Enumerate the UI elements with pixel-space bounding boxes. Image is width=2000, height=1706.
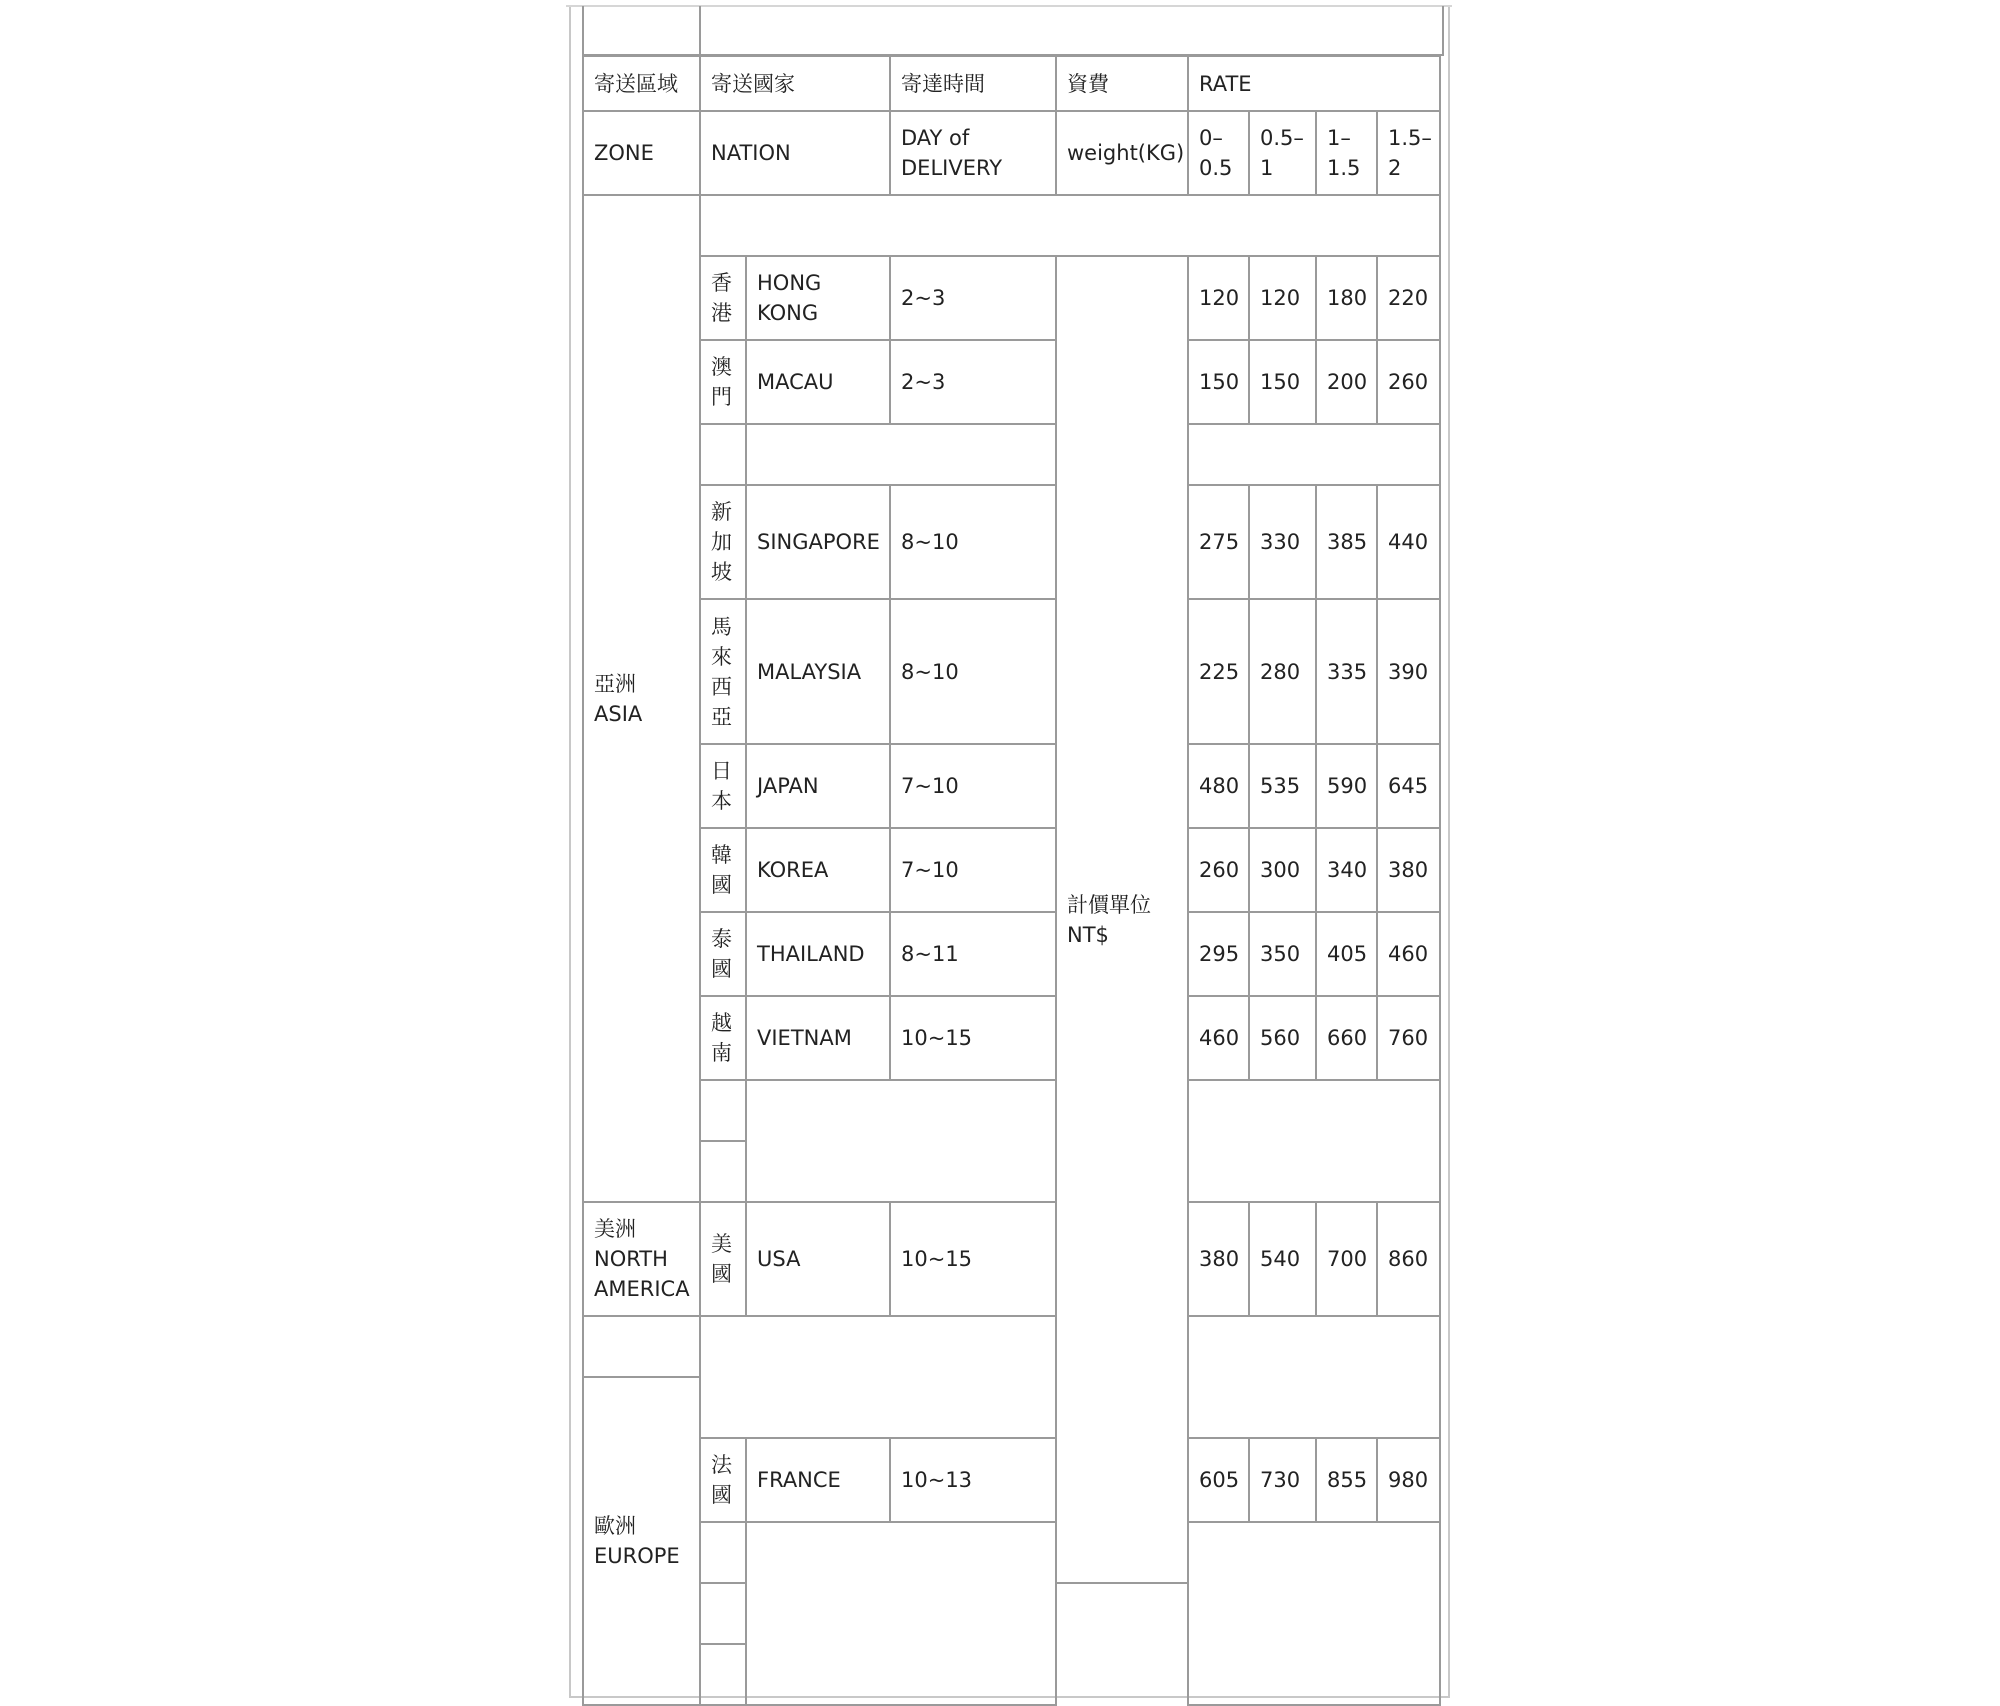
rate-cell: 275 [1188, 485, 1249, 599]
rate-cell: 300 [1249, 828, 1316, 912]
delivery-days: 8~11 [890, 912, 1056, 996]
table-row [583, 828, 1440, 912]
empty-cell [700, 1644, 746, 1705]
country-en: JAPAN [746, 744, 890, 828]
country-en: MACAU [746, 340, 890, 424]
empty-cell [700, 1316, 1056, 1438]
empty-cell [700, 1141, 746, 1202]
header-bracket: 0.5– 1 [1249, 111, 1316, 195]
country-cn: 韓 國 [700, 828, 746, 912]
empty-cell [700, 195, 1440, 256]
header-row-cn [583, 56, 1440, 111]
empty-cell [746, 1522, 1056, 1705]
rate-cell: 380 [1188, 1202, 1249, 1316]
country-cn: 澳 門 [700, 340, 746, 424]
top-empty-cell [700, 6, 1443, 55]
rate-cell: 440 [1377, 485, 1440, 599]
rate-cell: 460 [1188, 996, 1249, 1080]
country-en: KOREA [746, 828, 890, 912]
table-row [583, 340, 1440, 424]
rate-cell: 540 [1249, 1202, 1316, 1316]
top-empty-row [582, 6, 1444, 56]
zone-north-america: 美洲 NORTH AMERICA [583, 1202, 700, 1316]
country-en: THAILAND [746, 912, 890, 996]
rate-cell: 280 [1249, 599, 1316, 744]
spacer-row [583, 1522, 1440, 1583]
delivery-days: 2~3 [890, 256, 1056, 340]
empty-cell [583, 1316, 700, 1377]
delivery-days: 10~15 [890, 1202, 1056, 1316]
empty-cell [1188, 1522, 1440, 1705]
rate-cell: 645 [1377, 744, 1440, 828]
header-weight: weight(KG) [1056, 111, 1188, 195]
header-row-en [583, 111, 1440, 195]
spacer-row [583, 1080, 1440, 1141]
rate-cell: 980 [1377, 1438, 1440, 1522]
rate-cell: 730 [1249, 1438, 1316, 1522]
header-bracket: 0– 0.5 [1188, 111, 1249, 195]
rate-table [582, 55, 1441, 1706]
header-zone-cn: 寄送區域 [583, 56, 700, 111]
rate-cell: 330 [1249, 485, 1316, 599]
zone-asia: 亞洲 ASIA [583, 195, 700, 1202]
header-delivery-cn: 寄達時間 [890, 56, 1056, 111]
rate-cell: 335 [1316, 599, 1377, 744]
rate-cell: 460 [1377, 912, 1440, 996]
delivery-days: 10~15 [890, 996, 1056, 1080]
header-bracket: 1– 1.5 [1316, 111, 1377, 195]
country-cn: 越 南 [700, 996, 746, 1080]
rate-cell: 260 [1188, 828, 1249, 912]
delivery-days: 7~10 [890, 744, 1056, 828]
spacer-row [583, 424, 1440, 485]
rate-cell: 590 [1316, 744, 1377, 828]
header-delivery-en: DAY of DELIVERY [890, 111, 1056, 195]
rate-cell: 560 [1249, 996, 1316, 1080]
header-bracket: 1.5– 2 [1377, 111, 1440, 195]
delivery-days: 8~10 [890, 599, 1056, 744]
country-en: USA [746, 1202, 890, 1316]
country-cn: 日 本 [700, 744, 746, 828]
rate-cell: 340 [1316, 828, 1377, 912]
country-en: FRANCE [746, 1438, 890, 1522]
rate-cell: 225 [1188, 599, 1249, 744]
empty-cell [746, 1080, 1056, 1202]
rate-cell: 390 [1377, 599, 1440, 744]
country-en: SINGAPORE [746, 485, 890, 599]
spacer-row [583, 195, 1440, 256]
table-row [583, 1202, 1440, 1316]
header-nation-en: NATION [700, 111, 890, 195]
country-cn: 法 國 [700, 1438, 746, 1522]
empty-cell [700, 1522, 746, 1583]
table-row [583, 256, 1440, 340]
rate-cell: 480 [1188, 744, 1249, 828]
header-fee-cn: 資費 [1056, 56, 1188, 111]
delivery-days: 10~13 [890, 1438, 1056, 1522]
delivery-days: 7~10 [890, 828, 1056, 912]
header-nation-cn: 寄送國家 [700, 56, 890, 111]
rate-cell: 855 [1316, 1438, 1377, 1522]
delivery-days: 8~10 [890, 485, 1056, 599]
country-cn: 新 加 坡 [700, 485, 746, 599]
rate-cell: 220 [1377, 256, 1440, 340]
rate-cell: 200 [1316, 340, 1377, 424]
rate-cell: 760 [1377, 996, 1440, 1080]
country-cn: 馬 來 西 亞 [700, 599, 746, 744]
rate-cell: 535 [1249, 744, 1316, 828]
top-empty-cell [583, 6, 700, 55]
rate-cell: 385 [1316, 485, 1377, 599]
table-row [583, 1438, 1440, 1522]
rate-cell: 605 [1188, 1438, 1249, 1522]
empty-cell [1188, 1080, 1440, 1202]
spacer-row [583, 1316, 1440, 1377]
rate-cell: 700 [1316, 1202, 1377, 1316]
rate-cell: 860 [1377, 1202, 1440, 1316]
empty-cell [1188, 1316, 1440, 1438]
rate-cell: 180 [1316, 256, 1377, 340]
rate-cell: 295 [1188, 912, 1249, 996]
country-en: MALAYSIA [746, 599, 890, 744]
table-row [583, 912, 1440, 996]
empty-cell [746, 424, 1056, 485]
country-en: HONG KONG [746, 256, 890, 340]
table-row [583, 744, 1440, 828]
country-en: VIETNAM [746, 996, 890, 1080]
table-row [583, 485, 1440, 599]
zone-europe: 歐洲 EUROPE [583, 1377, 700, 1705]
rate-cell: 260 [1377, 340, 1440, 424]
unit-label: 計價單位 NT$ [1056, 256, 1188, 1583]
country-cn: 泰 國 [700, 912, 746, 996]
rate-cell: 380 [1377, 828, 1440, 912]
empty-cell [700, 1583, 746, 1644]
delivery-days: 2~3 [890, 340, 1056, 424]
country-cn: 香 港 [700, 256, 746, 340]
rate-cell: 350 [1249, 912, 1316, 996]
rate-cell: 120 [1188, 256, 1249, 340]
empty-cell [700, 1080, 746, 1141]
header-rate: RATE [1188, 56, 1440, 111]
rate-cell: 405 [1316, 912, 1377, 996]
rate-cell: 150 [1249, 340, 1316, 424]
rate-cell: 120 [1249, 256, 1316, 340]
rate-cell: 150 [1188, 340, 1249, 424]
header-zone-en: ZONE [583, 111, 700, 195]
empty-cell [700, 424, 746, 485]
empty-cell [1188, 424, 1440, 485]
table-row [583, 996, 1440, 1080]
rate-cell: 660 [1316, 996, 1377, 1080]
table-row [583, 599, 1440, 744]
country-cn: 美 國 [700, 1202, 746, 1316]
